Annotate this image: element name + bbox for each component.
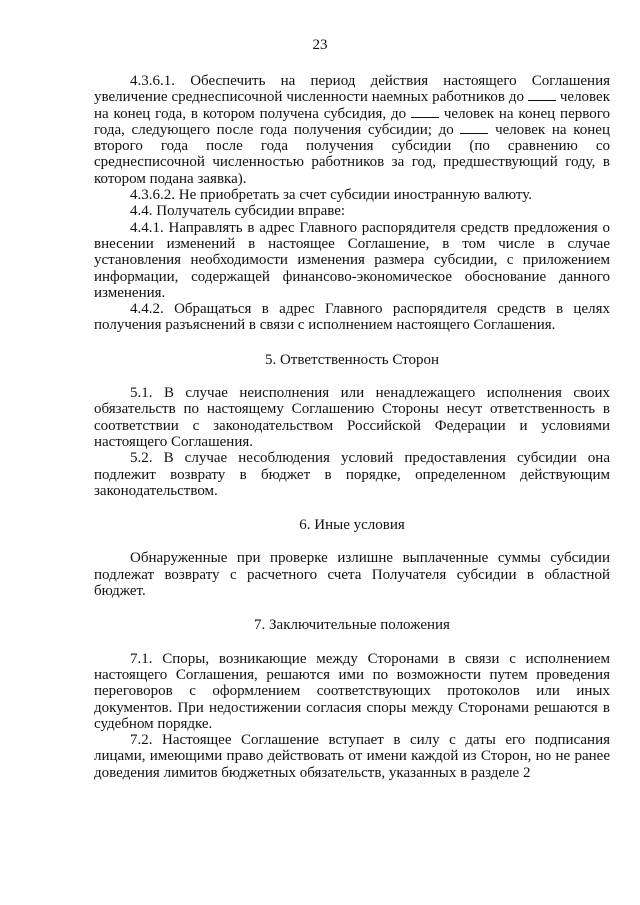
paragraph-4-3-6-1-part2: человек на конец года, в котором получена субсидия, до	[94, 89, 610, 122]
section-heading-7: 7. Заключительные положения	[254, 617, 450, 634]
paragraph-4-3-6-1-part3: человек на конец первого года, следующего после года получения субсидии; до	[94, 105, 610, 138]
section-heading-5: 5. Ответственность Сторон	[264, 351, 440, 368]
paragraph-7-1: 7.1. Споры, возникающие между Сторонами в связи с исполнением настоящего Соглашения, решаются ими по возможности путем проведения переговоров с оформлением соответствующих протоколов или иных документов. При недостижении согласия споры между Сторонами решаются в судебном порядке.	[94, 650, 610, 732]
page-number: 23	[312, 37, 328, 53]
document-body	[94, 73, 610, 781]
paragraph-5-2: 5.2. В случае несоблюдения условий предоставления субсидии она подлежит возврату в бюджет в порядке, определенном действующим законодательством.	[94, 450, 610, 499]
paragraph-4-3-6-1-part4: человек на конец второго года после года получения субсидии (по сравнению со среднесписочной численностью работников за год, предшествующий году, в котором подана заявка).	[94, 121, 610, 187]
blank-field-1	[528, 89, 556, 101]
paragraph-4-3-6-2: 4.3.6.2. Не приобретать за счет субсидии иностранную валюту.	[130, 187, 532, 204]
blank-field-3	[460, 122, 488, 134]
paragraph-6: Обнаруженные при проверке излишне выплаченные суммы субсидии подлежат возврату с расчетного счета Получателя субсидии в областной бюджет.	[94, 550, 610, 600]
section-heading-6: 6. Иные условия	[299, 517, 405, 534]
blank-field-2	[411, 106, 439, 118]
paragraph-4-4: 4.4. Получатель субсидии вправе:	[130, 203, 346, 220]
paragraph-4-4-2: 4.4.2. Обращаться в адрес Главного распорядителя средств в целях получения разъяснений в связи с исполнением настоящего Соглашения.	[94, 301, 610, 334]
paragraph-4-3-6-1-part1: 4.3.6.1. Обеспечить на период действия настоящего Соглашения увеличение среднесписочной численности наемных работников до	[94, 73, 610, 106]
paragraph-5-1: 5.1. В случае неисполнения или ненадлежащего исполнения своих обязательств по настоящему Соглашению Стороны несут ответственность в соответствии с законодательством Российской Федерации и условиями настоящего Соглашения.	[94, 385, 610, 450]
paragraph-4-4-1: 4.4.1. Направлять в адрес Главного распорядителя средств предложения о внесении изменений в настоящее Соглашение, в том числе в случае установления необходимости изменения размера субсидии, с приложением информации, содержащей финансово-экономическое обоснование данного изменения.	[94, 219, 610, 301]
paragraph-4-3-6-1	[94, 73, 610, 187]
paragraph-7-2: 7.2. Настоящее Соглашение вступает в силу с даты его подписания лицами, имеющими право действовать от имени каждой из Сторон, но не ранее доведения лимитов бюджетных обязательств, указанных в разделе 2	[94, 732, 610, 781]
